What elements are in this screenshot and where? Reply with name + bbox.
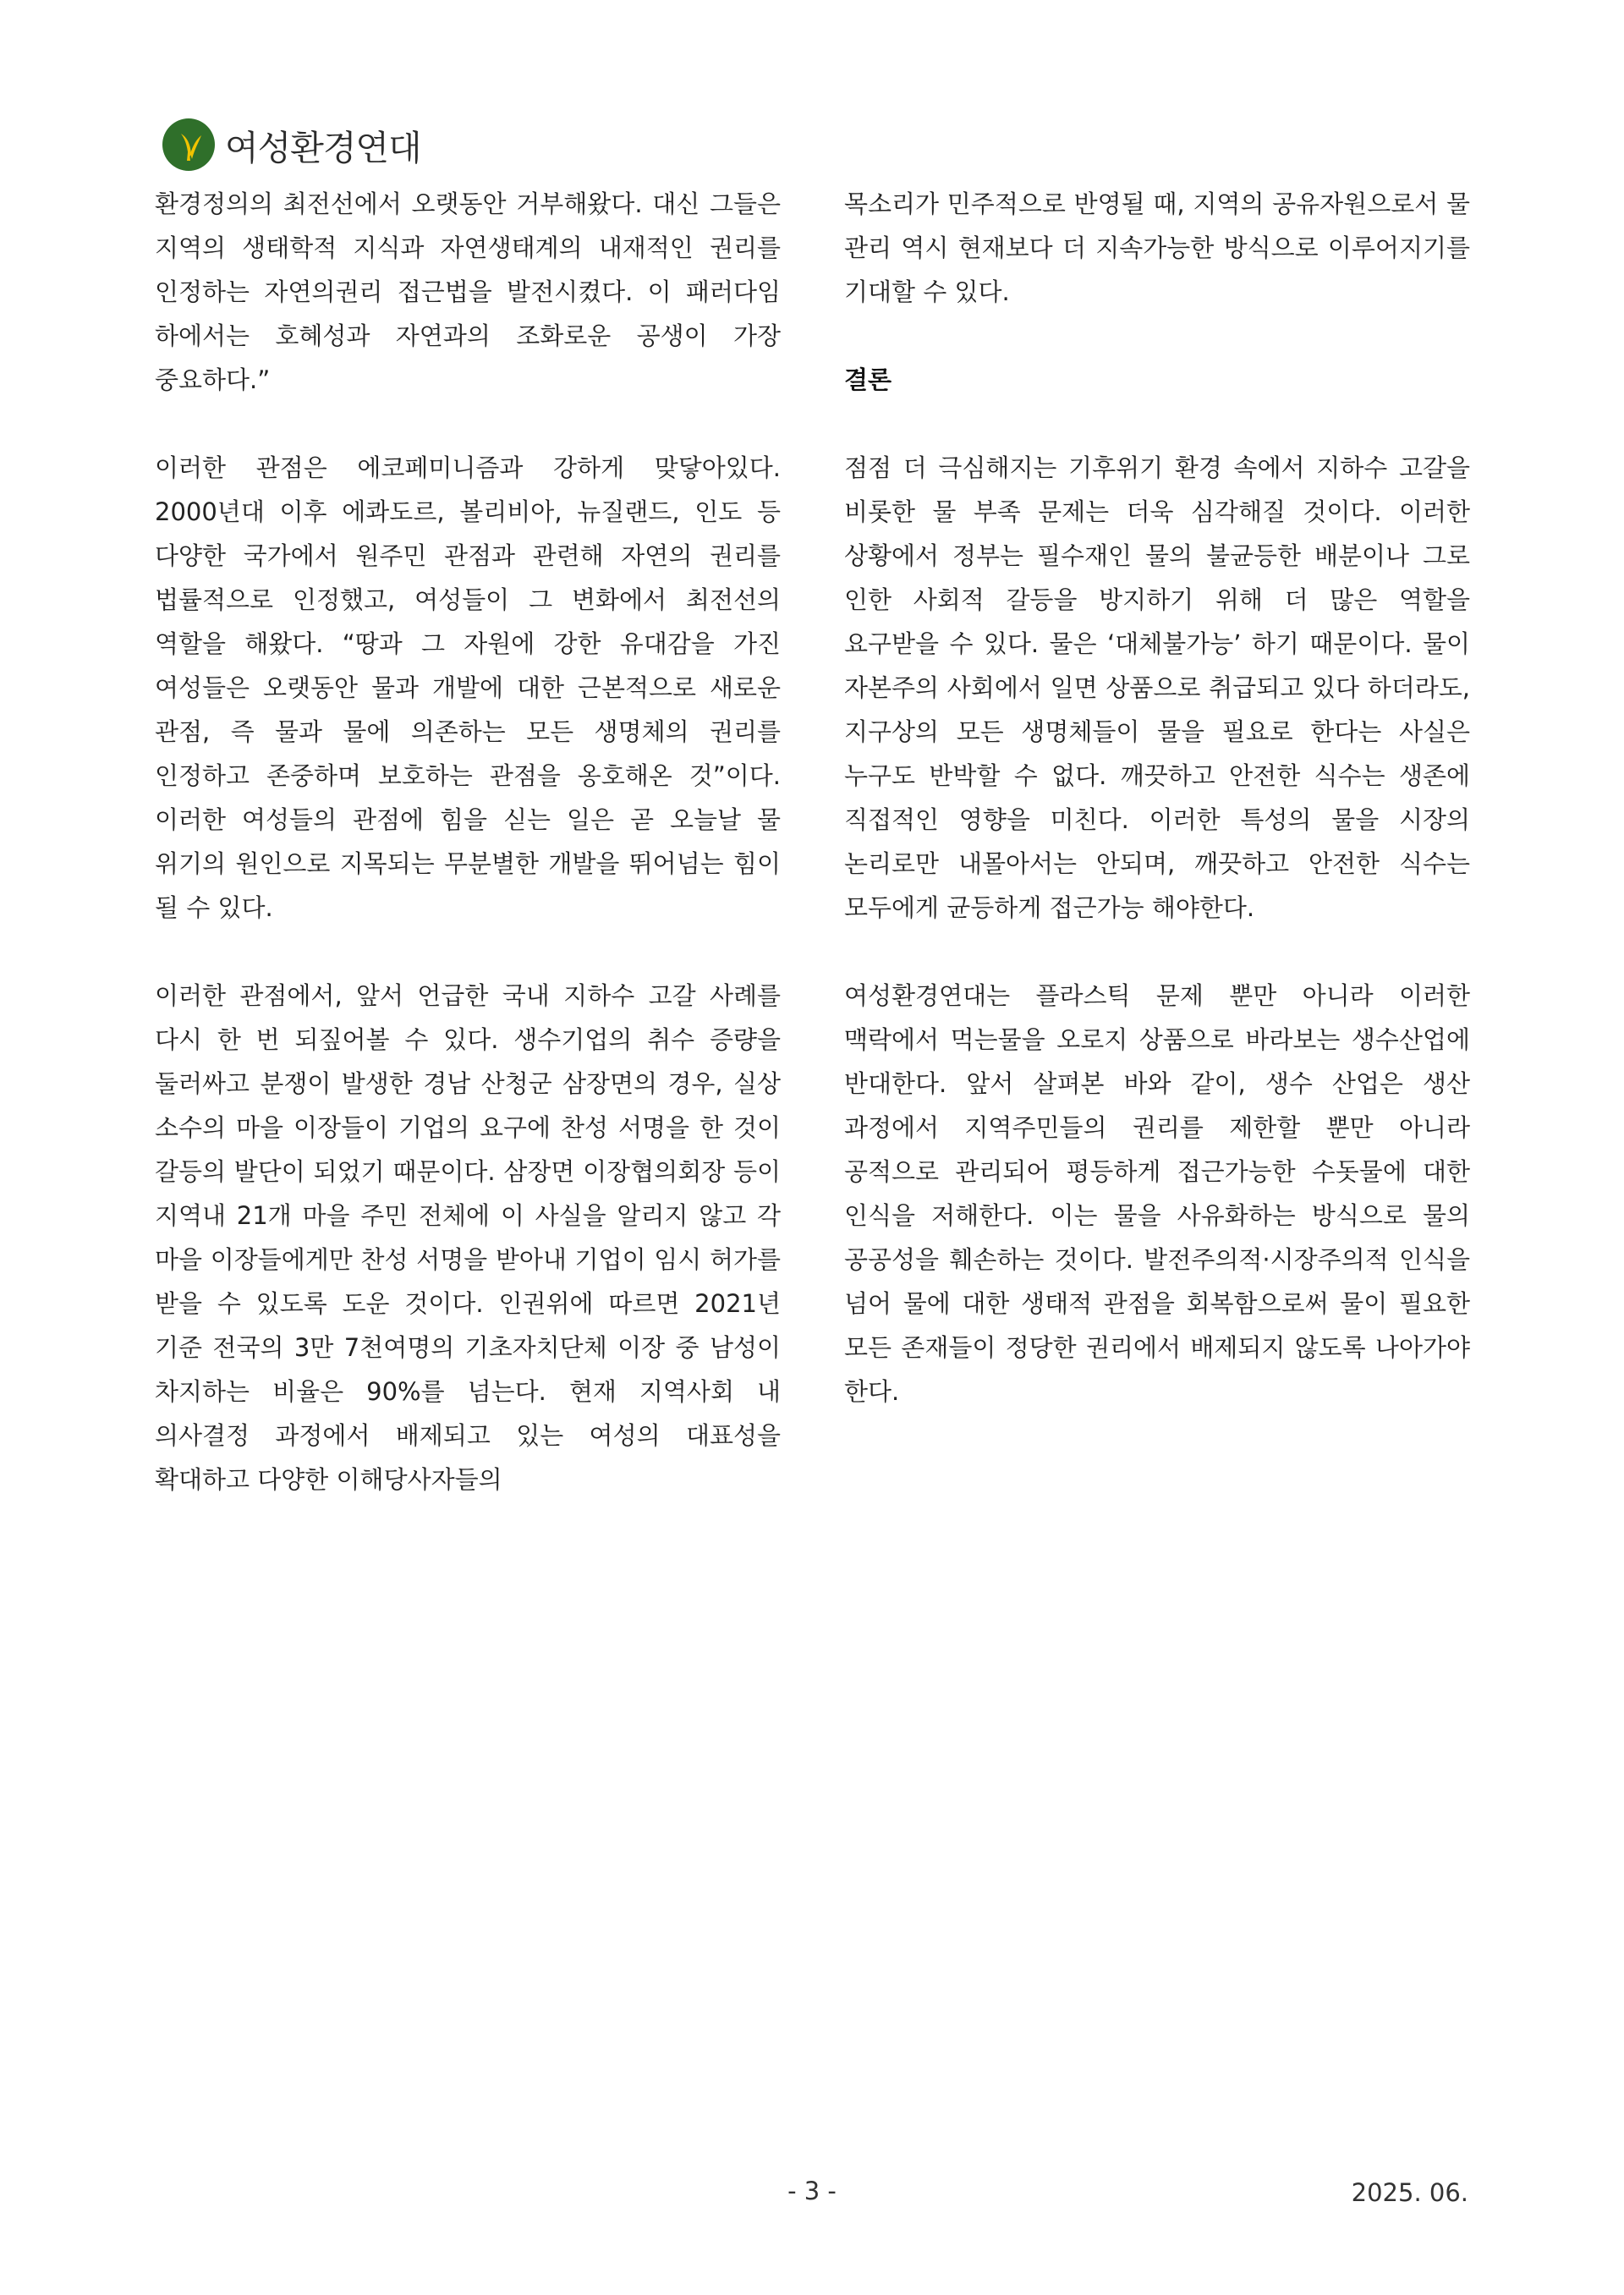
right-column <box>844 182 1470 1458</box>
page-number: - 3 - <box>787 2177 837 2205</box>
sprout-leaf-icon <box>161 117 217 173</box>
body-paragraph: 목소리가 민주적으로 반영될 때, 지역의 공유자원으로서 물 관리 역시 현재보다 더 지속가능한 방식으로 이루어지기를 기대할 수 있다. <box>844 189 1470 306</box>
body-paragraph: 이러한 관점은 에코페미니즘과 강하게 맞닿아있다. 2000년대 이후 에콰도르, 볼리비아, 뉴질랜드, 인도 등 다양한 국가에서 원주민 관점과 관련해 자연의 권리를 법률적으로 인정했고, 여성들이 그 변화에서 최전선의 역할을 해왔다. “땅과 그 자원에 강한 유대감을 가진 여성들은 오랫동안 물과 개발에 대한 근본적으로 새로운 관점, 즉 물과 물에 의존하는 모든 생명체의 권리를 인정하고 존중하며 보호하는 관점을 옹호해온 것”이다. 이러한 여성들의 관점에 힘을 싣는 일은 곧 오늘날 물 위기의 원인으로 지목되는 무분별한 개발을 뛰어넘는 힘이 될 수 있다. <box>155 453 781 922</box>
section-heading: 결론 <box>844 365 892 394</box>
publication-date: 2025. 06. <box>1351 2178 1468 2207</box>
org-name: 여성환경연대 <box>225 127 421 168</box>
body-paragraph: 이러한 관점에서, 앞서 언급한 국내 지하수 고갈 사례를 다시 한 번 되짚어볼 수 있다. 생수기업의 취수 증량을 둘러싸고 분쟁이 발생한 경남 산청군 삼장면의 경우, 실상 소수의 마을 이장들이 기업의 요구에 찬성 서명을 한 것이 갈등의 발단이 되었기 때문이다. 삼장면 이장협의회장 등이 지역내 21개 마을 주민 전체에 이 사실을 알리지 않고 각 마을 이장들에게만 찬성 서명을 받아내 기업이 임시 허가를 받을 수 있도록 도운 것이다. 인권위에 따르면 2021년 기준 전국의 3만 7천여명의 기초자치단체 이장 중 남성이 차지하는 비율은 90%를 넘는다. 현재 지역사회 내 의사결정 과정에서 배제되고 있는 여성의 대표성을 확대하고 다양한 이해당사자들의 <box>155 981 781 1494</box>
body-paragraph: 환경정의의 최전선에서 오랫동안 거부해왔다. 대신 그들은 지역의 생태학적 지식과 자연생태계의 내재적인 권리를 인정하는 자연의권리 접근법을 발전시켰다. 이 패러다임 하에서는 호혜성과 자연과의 조화로운 공생이 가장 중요하다.” <box>155 189 781 394</box>
org-logo <box>161 117 421 173</box>
left-column <box>155 182 781 1546</box>
body-paragraph: 점점 더 극심해지는 기후위기 환경 속에서 지하수 고갈을 비롯한 물 부족 문제는 더욱 심각해질 것이다. 이러한 상황에서 정부는 필수재인 물의 불균등한 배분이나 그로 인한 사회적 갈등을 방지하기 위해 더 많은 역할을 요구받을 수 있다. 물은 ‘대체불가능’ 하기 때문이다. 물이 자본주의 사회에서 일면 상품으로 취급되고 있다 하더라도, 지구상의 모든 생명체들이 물을 필요로 한다는 사실은 누구도 반박할 수 없다. 깨끗하고 안전한 식수는 생존에 직접적인 영향을 미친다. 이러한 특성의 물을 시장의 논리로만 내몰아서는 안되며, 깨끗하고 안전한 식수는 모두에게 균등하게 접근가능 해야한다. <box>844 453 1470 922</box>
body-paragraph: 여성환경연대는 플라스틱 문제 뿐만 아니라 이러한 맥락에서 먹는물을 오로지 상품으로 바라보는 생수산업에 반대한다. 앞서 살펴본 바와 같이, 생수 산업은 생산 과정에서 지역주민들의 권리를 제한할 뿐만 아니라 공적으로 관리되어 평등하게 접근가능한 수돗물에 대한 인식을 저해한다. 이는 물을 사유화하는 방식으로 물의 공공성을 훼손하는 것이다. 발전주의적·시장주의적 인식을 넘어 물에 대한 생태적 관점을 회복함으로써 물이 필요한 모든 존재들이 정당한 권리에서 배제되지 않도록 나아가야 한다. <box>844 981 1470 1406</box>
